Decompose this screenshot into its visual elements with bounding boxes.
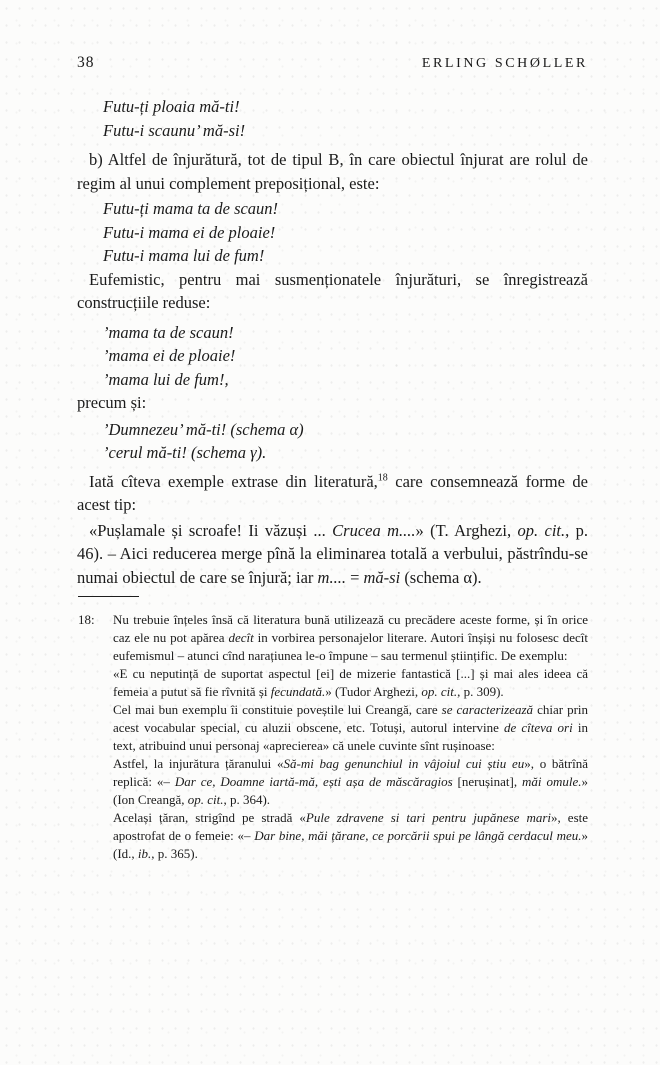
paragraph-iata: Iată cîteva exemple extrase din literatură,$^{18}$ care consemnează forme de acest tip: — [77, 471, 588, 514]
verse-line: Futu-i scaunu’ mă-si! — [103, 120, 246, 140]
verse-line: ’mama ei de ploaie! — [103, 346, 236, 365]
paragraph-eufemistic: Eufemistic, pentru mai susmenționatele înjurături, se înregistrează construcțiile reduse: — [77, 269, 588, 312]
verse-line: Futu-ți mama ta de scaun! — [103, 199, 279, 218]
page-header — [77, 0, 588, 72]
paragraph-precum: precum și: — [77, 393, 147, 412]
page-number: 38 — [77, 54, 95, 71]
verse-line: Futu-i mama ei de ploaie! — [103, 222, 276, 242]
verse-line: Futu-i mama lui de fum! — [103, 246, 265, 265]
verse-block-a — [103, 95, 588, 142]
verse-line: ’cerul mă-ti! (schema γ). — [103, 443, 267, 462]
footnote-paragraph: Cel mai bun exemplu îi constituie poveștile lui Creangă, care se caracterizează chiar prin acest vocabular special, cu aluzii obscene, etc. Totuși, autorul intervine de cîteva ori in text, atribuind unui personaj «aprecierea» că unele cuvinte sînt rușinoase: — [113, 702, 589, 753]
verse-line: ’mama ta de scaun! — [103, 322, 234, 342]
footnote-label: 18: — [78, 612, 95, 627]
footnote-paragraph: Astfel, la injurătura țăranului «Să-mi bag genunchiul in vâjoiul cui știu eu», o bătrînă replică: «– Dar ce, Doamne iartă-mă, ești așa de măscăragios [nerușinat], măi omule.» (Ion Creangă, op. cit., p. 364). — [113, 756, 589, 807]
verse-line: Futu-ți ploaia mă-ti! — [103, 97, 240, 116]
verse-block-b — [103, 197, 588, 268]
footnote-paragraph: Același țăran, strigînd pe stradă «Pule zdravene si tari pentru jupănese mari», este apostrofat de o femeie: «– Dar bine, măi țărane, ce porcării spui pe lângă cerdacul meu.» (Id., ib., p. 365). — [113, 810, 589, 861]
verse-line: ’Dumnezeu’ mă-ti! (schema α) — [103, 419, 304, 439]
footnote-paragraph: Nu trebuie înțeles însă că literatura bună utilizează cu precădere aceste forme, și în orice caz ele nu pot apărea decît in vorbirea personajelor literare. Autori înșiși nu folosesc decît eufemismul – atunci cînd narațiunea le-o împune – sau termenul științific. De exemplu: — [113, 612, 588, 663]
footnote-18 — [77, 611, 588, 863]
footnote-paragraph: «E cu neputință de suportat aspectul [ei] de mizerie fantastică [...] și mai ales ideea că femeia a putut să fie rîvnită și fecundată.» (Tudor Arghezi, op. cit., p. 309). — [113, 666, 588, 699]
running-head: ERLING SCHØLLER — [421, 56, 588, 71]
verse-line: ’mama lui de fum!, — [103, 369, 229, 389]
verse-block-d — [103, 418, 588, 465]
verse-block-c — [103, 321, 588, 392]
footnote-divider — [78, 596, 139, 597]
paragraph-quote-arghezi: «Pușlamale și scroafe! Ii văzuși ... Crucea m....» (T. Arghezi, op. cit., p. 46). – Aici reducerea merge pînă la eliminarea totală a verbului, păstrîndu-se numai obiectul de care se înjură; iar m.... = mă-si (schema α). — [77, 520, 589, 587]
paragraph-b: b) Altfel de înjurătură, tot de tipul B, în care obiectul înjurat are rolul de regim al unui complement preposițional, este: — [77, 150, 588, 193]
